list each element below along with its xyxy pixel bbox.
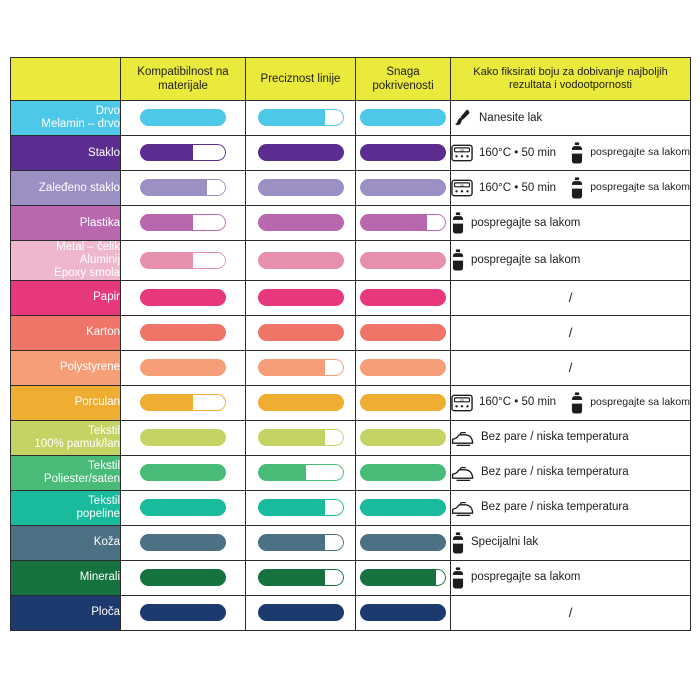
- compatibility-bar: [140, 464, 226, 481]
- table-row: [11, 206, 691, 241]
- power-bar: [360, 394, 446, 411]
- compatibility-bar-outline: [140, 569, 226, 586]
- material-label: Staklo: [11, 136, 121, 171]
- compatibility-bar: [140, 394, 226, 411]
- precision-bar-outline: [258, 394, 344, 411]
- precision-bar: [258, 179, 344, 196]
- precision-cell: [246, 350, 356, 385]
- material-label: Minerali: [11, 560, 121, 595]
- material-label: Plastika: [11, 206, 121, 241]
- power-cell: [356, 136, 451, 171]
- power-bar: [360, 252, 446, 269]
- compatibility-bar-outline: [140, 289, 226, 306]
- power-cell: [356, 350, 451, 385]
- material-label: Drvo Melamin – drvo: [11, 101, 121, 136]
- fixing-instruction-cell: [451, 595, 691, 630]
- compatibility-bar: [140, 604, 226, 621]
- power-bar-outline: [360, 499, 446, 516]
- precision-cell: [246, 595, 356, 630]
- compatibility-cell: [121, 136, 246, 171]
- fixing-primary-text: 160°C • 50 min: [479, 146, 557, 159]
- power-bar: [360, 534, 446, 551]
- header-compatibility: Kompatibilnost na materijale: [121, 58, 246, 101]
- iron-icon: [451, 464, 475, 482]
- precision-cell: [246, 136, 356, 171]
- compatibility-cell: [121, 560, 246, 595]
- power-bar-outline: [360, 289, 446, 306]
- spray-can-icon: [570, 391, 584, 415]
- compatibility-table: [10, 57, 691, 631]
- compatibility-bar: [140, 569, 226, 586]
- material-label: Papir: [11, 280, 121, 315]
- power-bar: [360, 569, 446, 586]
- compatibility-cell: [121, 315, 246, 350]
- fixing-none: /: [568, 605, 573, 621]
- precision-bar: [258, 499, 344, 516]
- spray-can-icon: [451, 531, 465, 555]
- power-bar-outline: [360, 252, 446, 269]
- fixing-none: /: [568, 360, 573, 376]
- material-label: Tekstil 100% pamuk/lan: [11, 420, 121, 455]
- fixing-none: /: [568, 290, 573, 306]
- spray-can-icon: [451, 248, 465, 272]
- compatibility-bar-outline: [140, 324, 226, 341]
- precision-bar: [258, 429, 344, 446]
- compatibility-cell: [121, 171, 246, 206]
- compatibility-bar: [140, 109, 226, 126]
- power-bar-outline: [360, 464, 446, 481]
- fixing-secondary-text: pospregajte sa lakom: [590, 146, 690, 159]
- compatibility-bar: [140, 324, 226, 341]
- fixing-none: /: [568, 325, 573, 341]
- spray-can-icon: [570, 141, 584, 165]
- fixing-instruction-cell: [451, 490, 691, 525]
- precision-bar: [258, 464, 344, 481]
- table-row: [11, 560, 691, 595]
- fixing-secondary-text: pospregajte sa lakom: [590, 395, 690, 408]
- power-bar-outline: [360, 179, 446, 196]
- power-cell: [356, 595, 451, 630]
- power-cell: [356, 171, 451, 206]
- precision-cell: [246, 171, 356, 206]
- power-bar-outline: [360, 569, 446, 586]
- compatibility-bar-outline: [140, 144, 226, 161]
- compatibility-bar-outline: [140, 109, 226, 126]
- compatibility-bar-outline: [140, 429, 226, 446]
- fixing-instruction-cell: [451, 171, 691, 206]
- power-bar-outline: [360, 394, 446, 411]
- table-row: [11, 385, 691, 420]
- fixing-instruction-cell: [451, 420, 691, 455]
- precision-bar-outline: [258, 289, 344, 306]
- power-bar: [360, 359, 446, 376]
- compatibility-bar: [140, 499, 226, 516]
- precision-cell: [246, 101, 356, 136]
- precision-bar: [258, 359, 344, 376]
- compatibility-bar-outline: [140, 499, 226, 516]
- table-body: [11, 101, 691, 631]
- power-cell: [356, 241, 451, 281]
- fixing-primary-text: Bez pare / niska temperatura: [481, 501, 629, 514]
- power-bar: [360, 499, 446, 516]
- compatibility-bar: [140, 289, 226, 306]
- compatibility-cell: [121, 490, 246, 525]
- spray-can-icon: [451, 566, 465, 590]
- compatibility-bar-outline: [140, 179, 226, 196]
- precision-bar-outline: [258, 569, 344, 586]
- fixing-instruction-cell: [451, 315, 691, 350]
- fixing-instruction-cell: [451, 280, 691, 315]
- precision-cell: [246, 525, 356, 560]
- compatibility-bar: [140, 252, 226, 269]
- material-label: Tekstil popeline: [11, 490, 121, 525]
- fixing-primary-text: Nanesite lak: [479, 111, 543, 124]
- header-precision: Preciznost linije: [246, 58, 356, 101]
- compatibility-bar-outline: [140, 252, 226, 269]
- compatibility-bar: [140, 179, 226, 196]
- power-cell: [356, 101, 451, 136]
- compatibility-cell: [121, 101, 246, 136]
- precision-cell: [246, 241, 356, 281]
- spray-can-icon: [451, 211, 465, 235]
- fixing-secondary-text: pospregajte sa lakom: [590, 181, 690, 194]
- material-label: Ploča: [11, 595, 121, 630]
- iron-icon: [451, 429, 475, 447]
- compatibility-cell: [121, 350, 246, 385]
- header-corner: [11, 58, 121, 101]
- table-header: [11, 58, 691, 101]
- fixing-instruction-cell: [451, 136, 691, 171]
- power-bar-outline: [360, 214, 446, 231]
- fixing-primary-text: Bez pare / niska temperatura: [481, 466, 629, 479]
- power-cell: [356, 560, 451, 595]
- oven-icon: [451, 179, 473, 197]
- material-label: Koža: [11, 525, 121, 560]
- fixing-instruction-cell: [451, 385, 691, 420]
- power-cell: [356, 385, 451, 420]
- precision-bar-outline: [258, 499, 344, 516]
- table-row: [11, 101, 691, 136]
- precision-cell: [246, 206, 356, 241]
- header-row: [11, 58, 691, 101]
- material-label: Porculan: [11, 385, 121, 420]
- power-bar: [360, 429, 446, 446]
- spray-can-icon: [570, 176, 584, 200]
- power-cell: [356, 280, 451, 315]
- power-bar: [360, 179, 446, 196]
- power-bar: [360, 289, 446, 306]
- power-cell: [356, 525, 451, 560]
- fixing-primary-text: Specijalni lak: [471, 536, 539, 549]
- power-bar: [360, 144, 446, 161]
- table-row: [11, 280, 691, 315]
- material-label: Zaleđeno staklo: [11, 171, 121, 206]
- compatibility-cell: [121, 385, 246, 420]
- table-row: [11, 525, 691, 560]
- compatibility-cell: [121, 455, 246, 490]
- iron-icon: [451, 499, 475, 517]
- svg-text:ss: ss: [460, 182, 464, 188]
- power-cell: [356, 206, 451, 241]
- compatibility-cell: [121, 280, 246, 315]
- precision-bar: [258, 289, 344, 306]
- power-bar-outline: [360, 604, 446, 621]
- power-bar: [360, 109, 446, 126]
- precision-bar-outline: [258, 604, 344, 621]
- compatibility-bar: [140, 429, 226, 446]
- fixing-instruction-cell: [451, 206, 691, 241]
- power-bar-outline: [360, 359, 446, 376]
- precision-bar: [258, 144, 344, 161]
- precision-bar: [258, 534, 344, 551]
- precision-cell: [246, 455, 356, 490]
- precision-bar: [258, 604, 344, 621]
- fixing-primary-text: 160°C • 50 min: [479, 181, 557, 194]
- fixing-instruction-cell: [451, 350, 691, 385]
- power-bar-outline: [360, 144, 446, 161]
- fixing-primary-text: pospregajte sa lakom: [471, 571, 581, 584]
- precision-bar-outline: [258, 464, 344, 481]
- svg-text:ss: ss: [460, 396, 464, 402]
- fixing-primary-text: Bez pare / niska temperatura: [481, 431, 629, 444]
- precision-bar: [258, 324, 344, 341]
- precision-bar: [258, 214, 344, 231]
- precision-bar-outline: [258, 252, 344, 269]
- precision-bar-outline: [258, 214, 344, 231]
- precision-bar: [258, 252, 344, 269]
- table-row: [11, 420, 691, 455]
- material-label: Tekstil Poliester/saten: [11, 455, 121, 490]
- power-bar: [360, 464, 446, 481]
- precision-bar-outline: [258, 109, 344, 126]
- oven-icon: [451, 144, 473, 162]
- table-row: [11, 350, 691, 385]
- compatibility-bar-outline: [140, 214, 226, 231]
- oven-icon: [451, 394, 473, 412]
- compatibility-bar-outline: [140, 604, 226, 621]
- brush-icon: [451, 107, 473, 129]
- svg-text:ss: ss: [460, 147, 464, 153]
- fixing-primary-text: pospregajte sa lakom: [471, 253, 581, 266]
- table-row: [11, 171, 691, 206]
- precision-cell: [246, 280, 356, 315]
- precision-bar-outline: [258, 429, 344, 446]
- fixing-primary-text: pospregajte sa lakom: [471, 216, 581, 229]
- material-label: Metal – čelik Aluminij Epoxy smola: [11, 241, 121, 281]
- compatibility-cell: [121, 206, 246, 241]
- precision-cell: [246, 420, 356, 455]
- compatibility-cell: [121, 595, 246, 630]
- fixing-instruction-cell: [451, 101, 691, 136]
- precision-bar: [258, 569, 344, 586]
- fixing-primary-text: 160°C • 50 min: [479, 396, 557, 409]
- compatibility-cell: [121, 525, 246, 560]
- table-row: [11, 595, 691, 630]
- power-bar-outline: [360, 109, 446, 126]
- power-bar-outline: [360, 324, 446, 341]
- precision-bar-outline: [258, 534, 344, 551]
- precision-bar: [258, 394, 344, 411]
- power-bar: [360, 604, 446, 621]
- compatibility-bar: [140, 359, 226, 376]
- header-power: Snaga pokrivenosti: [356, 58, 451, 101]
- power-cell: [356, 490, 451, 525]
- power-bar: [360, 214, 446, 231]
- precision-cell: [246, 315, 356, 350]
- precision-bar-outline: [258, 179, 344, 196]
- compatibility-bar-outline: [140, 394, 226, 411]
- precision-bar: [258, 109, 344, 126]
- precision-bar-outline: [258, 324, 344, 341]
- table-row: [11, 136, 691, 171]
- header-fixing: Kako fiksirati boju za dobivanje najboljih rezultata i vodootpornosti: [451, 58, 691, 101]
- material-label: Polystyrene: [11, 350, 121, 385]
- material-label: Karton: [11, 315, 121, 350]
- compatibility-cell: [121, 241, 246, 281]
- precision-bar-outline: [258, 144, 344, 161]
- table-row: [11, 490, 691, 525]
- compatibility-bar: [140, 214, 226, 231]
- power-cell: [356, 315, 451, 350]
- precision-bar-outline: [258, 359, 344, 376]
- power-cell: [356, 420, 451, 455]
- table-row: [11, 241, 691, 281]
- table-row: [11, 315, 691, 350]
- fixing-instruction-cell: [451, 560, 691, 595]
- compatibility-cell: [121, 420, 246, 455]
- precision-cell: [246, 560, 356, 595]
- precision-cell: [246, 490, 356, 525]
- compatibility-bar-outline: [140, 534, 226, 551]
- fixing-instruction-cell: [451, 525, 691, 560]
- compatibility-bar-outline: [140, 464, 226, 481]
- precision-cell: [246, 385, 356, 420]
- compatibility-bar: [140, 144, 226, 161]
- power-bar-outline: [360, 429, 446, 446]
- power-bar-outline: [360, 534, 446, 551]
- fixing-instruction-cell: [451, 455, 691, 490]
- power-bar: [360, 324, 446, 341]
- compatibility-bar: [140, 534, 226, 551]
- compatibility-bar-outline: [140, 359, 226, 376]
- fixing-instruction-cell: [451, 241, 691, 281]
- table-row: [11, 455, 691, 490]
- power-cell: [356, 455, 451, 490]
